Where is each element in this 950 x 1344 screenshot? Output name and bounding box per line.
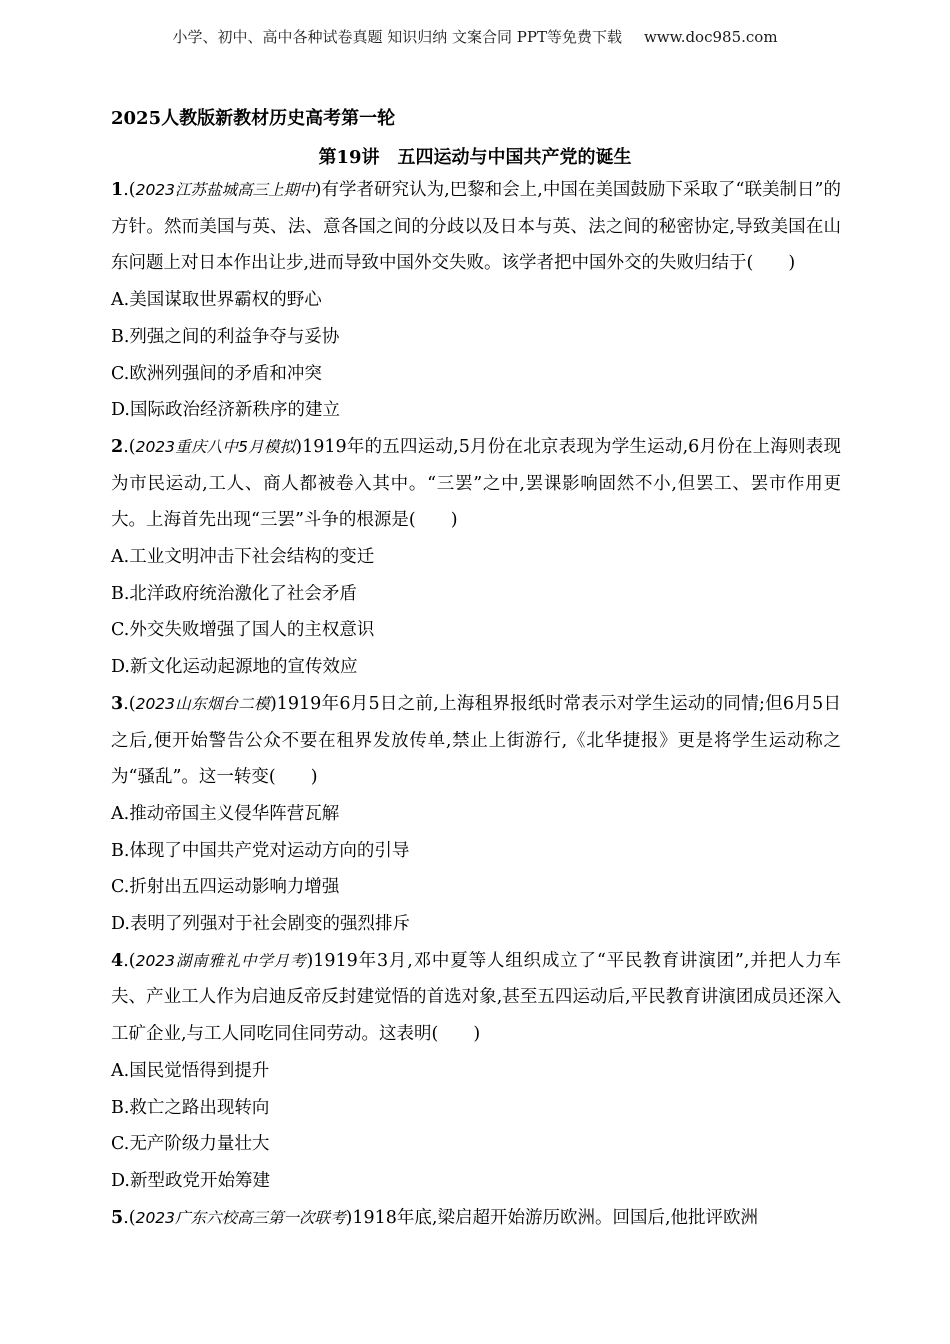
- question-text: )1918年底,梁启超开始游历欧洲。回国后,他批评欧洲: [345, 1207, 759, 1228]
- page-header: [0, 26, 950, 47]
- question-text: )1919年6月5日之前,上海租界报纸时常表示对学生运动的同情;但6月5日之后,便开始警告公众不要在租界发放传单,禁止上街游行,《北华捷报》更是将学生运动称之为“骚乱”。这一转变( ): [111, 693, 841, 788]
- header-site-link[interactable]: www.doc985.com: [643, 28, 778, 46]
- source-open: .(: [123, 436, 136, 457]
- question-text: )1919年3月,邓中夏等人组织成立了“平民教育讲演团”,并把人力车夫、产业工人作为启迪反帝反封建觉悟的首选对象,甚至五四运动后,平民教育讲演团成员还深入工矿企业,与工人同吃同住同劳动。这表明( ): [111, 950, 841, 1045]
- question-number: 1: [111, 180, 124, 200]
- question-source: 2023江苏盐城高三上期中: [135, 181, 315, 199]
- option-b: B.体现了中国共产党对运动方向的引导: [111, 840, 410, 861]
- source-open: .(: [123, 180, 136, 200]
- option-d: D.国际政治经济新秩序的建立: [111, 400, 340, 421]
- option-b: B.列强之间的利益争夺与妥协: [111, 326, 340, 347]
- question-stem: [111, 943, 841, 1053]
- option-c: C.欧洲列强间的矛盾和冲突: [111, 363, 322, 384]
- question-stem: [111, 686, 841, 796]
- option-c: C.无产阶级力量壮大: [111, 1134, 270, 1155]
- option-c: C.折射出五四运动影响力增强: [111, 877, 340, 898]
- question-source: 2023湖南雅礼中学月考: [135, 951, 307, 970]
- option-a: A.工业文明冲击下社会结构的变迁: [111, 547, 375, 568]
- lesson-title: 第19讲 五四运动与中国共产党的诞生: [318, 147, 632, 168]
- question-list: [111, 172, 841, 1236]
- question-number: 3: [111, 693, 124, 714]
- option-b: B.救亡之路出现转向: [111, 1097, 270, 1118]
- question-1: [111, 172, 841, 429]
- source-open: .(: [123, 950, 136, 971]
- header-text: 小学、初中、高中各种试卷真题 知识归纳 文案合同 PPT等免费下载: [172, 28, 622, 46]
- option-c: C.外交失败增强了国人的主权意识: [111, 620, 375, 641]
- question-number: 2: [111, 436, 124, 457]
- question-stem: [111, 172, 841, 282]
- question-number: 5: [111, 1207, 124, 1228]
- source-open: .(: [123, 693, 136, 714]
- question-text: )1919年的五四运动,5月份在北京表现为学生运动,6月份在上海则表现为市民运动,工人、商人都被卷入其中。“三罢”之中,罢课影响固然不小,但罢工、罢市作用更大。上海首先出现“三罢”斗争的根源是( ): [111, 436, 841, 531]
- question-text: )有学者研究认为,巴黎和会上,中国在美国鼓励下采取了“联美制日”的方针。然而美国与英、法、意各国之间的分歧以及日本与英、法之间的秘密协定,导致美国在山东问题上对日本作出让步,进而导致中国外交失败。该学者把中国外交的失败归结于( ): [111, 180, 841, 274]
- question-5: [111, 1200, 841, 1237]
- option-d: D.新型政党开始筹建: [111, 1170, 270, 1191]
- option-b: B.北洋政府统治激化了社会矛盾: [111, 583, 357, 604]
- question-3: [111, 686, 841, 943]
- question-stem: [111, 429, 841, 539]
- option-d: D.表明了列强对于社会剧变的强烈排斥: [111, 914, 410, 935]
- option-d: D.新文化运动起源地的宣传效应: [111, 657, 358, 678]
- question-source: 2023山东烟台二模: [135, 694, 270, 713]
- question-number: 4: [111, 950, 124, 971]
- question-source: 2023广东六校高三第一次联考: [135, 1208, 346, 1227]
- question-4: [111, 943, 841, 1200]
- source-open: .(: [123, 1207, 136, 1228]
- document-title: 2025人教版新教材历史高考第一轮: [111, 108, 396, 129]
- question-stem: [111, 1200, 841, 1237]
- option-a: A.国民觉悟得到提升: [111, 1060, 270, 1081]
- option-a: A.美国谋取世界霸权的野心: [111, 290, 322, 311]
- question-2: [111, 429, 841, 686]
- option-a: A.推动帝国主义侵华阵营瓦解: [111, 803, 340, 824]
- question-source: 2023重庆八中5月模拟: [135, 437, 296, 456]
